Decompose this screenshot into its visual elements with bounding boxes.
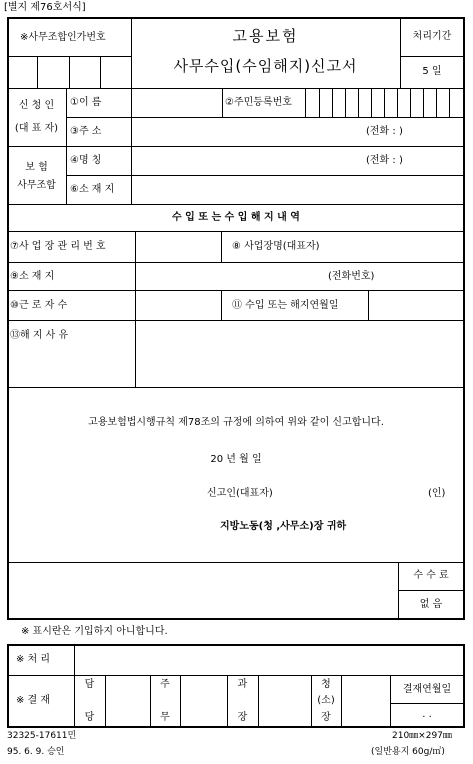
section-title: 수 입 또 는 수 입 해 지 내 역 [172,212,300,223]
fee-value: 없 음 [419,599,443,610]
admission-date-label: ⑪ 수입 또는 해지연월일 [232,300,339,311]
approval-label: ※ 결 재 [16,695,51,706]
note-text: ※ 표시란은 기입하지 아니합니다. [21,626,168,637]
senior-signature-box[interactable] [181,676,227,726]
business-location-field[interactable] [136,263,326,290]
senior-label-bottom: 무 [160,712,170,723]
business-mgmt-number-field[interactable] [136,232,221,262]
reporter-label: 신고인(대표자) [207,488,273,499]
association-location-label: ⑥소 재 지 [70,184,115,195]
staff-label-top: 담 [84,679,95,690]
head-label-top: 청 [321,679,331,690]
admission-date-field[interactable] [369,291,463,320]
association-phone-label: (전화 : ) [366,155,403,166]
applicant-group-label: 신 청 인 [18,100,55,111]
association-location-field[interactable] [132,176,463,204]
association-group-label: 보 험 [25,162,48,173]
section-chief-label-bottom: 장 [237,712,248,723]
processing-period-label: 처리기간 [412,31,452,42]
worker-count-label: ⑩근 로 자 수 [10,300,68,311]
approval-date-value[interactable]: · · [422,712,432,723]
form-number-tag: [별지 제76호서식] [4,2,86,13]
approval-date-label: 결재연월일 [402,684,452,695]
applicant-address-field[interactable] [132,118,362,146]
staff-signature-box[interactable] [106,676,150,726]
fee-label: 수 수 료 [413,570,449,581]
process-field[interactable] [75,646,463,675]
process-label: ※ 처 리 [16,654,51,665]
association-group-sublabel: 사무조합 [17,180,56,191]
section-chief-signature-box[interactable] [259,676,311,726]
rrn-digit-boxes[interactable] [306,89,463,117]
business-name-label: ⑧ 사업장명(대표자) [232,241,320,252]
form-title-line1: 고용보험 [232,27,299,45]
association-name-label: ④명 칭 [70,155,102,166]
business-mgmt-number-label: ⑦사 업 장 관 리 번 호 [10,241,106,252]
worker-count-field[interactable] [136,291,221,320]
name-label: ①이 름 [70,97,102,108]
business-phone-label: (전화번호) [328,271,375,282]
applicant-group-sublabel: (대 표 자) [14,123,59,134]
head-label-bottom: 장 [321,712,331,723]
recipient-label: 지방노동(청 ,사무소)장 귀하 [220,521,347,532]
approval-number-label: ※사무조합인가번호 [20,32,106,43]
rrn-label: ②주민등록번호 [225,97,292,108]
footer-paper-spec: (일반용지 60g/㎡) [371,747,445,757]
footer-paper-size: 210㎜×297㎜ [392,731,452,741]
business-name-field[interactable] [340,232,463,262]
footer-approval-date: 95. 6. 9. 승인 [7,747,65,757]
termination-reason-field[interactable] [136,321,463,387]
declaration-text: 고용보험법시행규칙 제78조의 규정에 의하여 위와 같이 신고합니다. [88,417,384,428]
applicant-name-field[interactable] [132,89,221,117]
address-label: ③주 소 [70,126,102,137]
footer-form-code: 32325-17611민 [7,731,77,741]
association-name-field[interactable] [132,147,362,175]
senior-label-top: 주 [160,679,170,690]
seal-mark: (인) [428,488,446,499]
head-label-middle: (소) [317,695,335,706]
head-signature-box[interactable] [342,676,390,726]
termination-reason-label: ⑬해 지 사 유 [10,330,69,341]
section-chief-label-top: 과 [237,679,248,690]
processing-period-value: 5 일 [422,66,442,77]
applicant-phone-label: (전화 : ) [366,126,403,137]
form-title-line2: 사무수입(수임해지)신고서 [173,57,358,75]
declaration-date: 20 년 월 일 [210,454,262,465]
staff-label-bottom: 당 [84,712,95,723]
business-location-label: ⑨소 재 지 [10,271,55,282]
